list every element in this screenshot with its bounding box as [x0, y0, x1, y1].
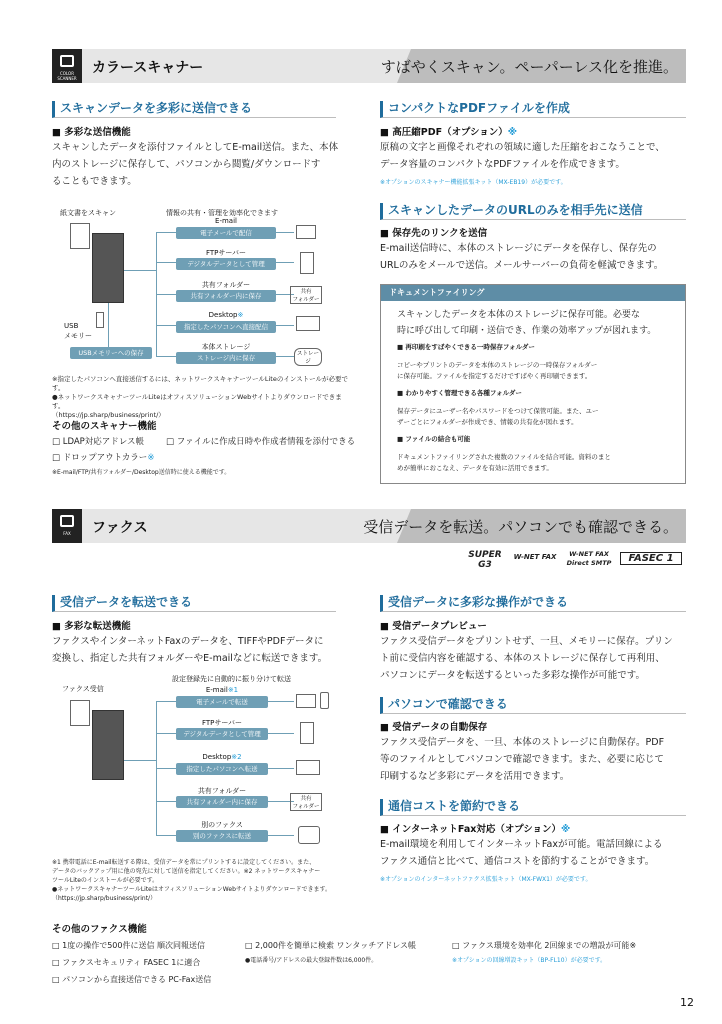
diagram-note: ※指定したパソコンへ直接送信するには、ネットワークスキャナーツールLiteのインストールが必要です。 — [52, 375, 349, 392]
dest-share-pill: 共有フォルダー内に保存 — [176, 796, 268, 808]
dest-email-label: E-mail — [205, 686, 228, 694]
fax-other-heading: その他のファクス機能 — [52, 924, 147, 935]
footnote-mark: ※ — [507, 127, 518, 138]
copier-icon — [92, 710, 124, 780]
laptop-icon — [296, 316, 320, 331]
fax-section-bar — [52, 509, 686, 543]
text-line: に保存可能。ファイルを指定するだけですばやく再印刷できます。 — [397, 372, 592, 380]
usb-pill: USBメモリーへの保存 — [70, 347, 152, 359]
dest-ftp-label: FTPサーバー — [205, 249, 247, 257]
fax-machine-icon — [298, 826, 320, 844]
wnet-fax-direct-logo: W-NET FAX Direct SMTP — [566, 550, 612, 567]
fax-title: ファクス — [92, 520, 148, 536]
footnote-mark: ※2 — [231, 753, 242, 761]
usb-label: メモリー — [64, 332, 92, 340]
fax-icon: FAX — [52, 509, 82, 543]
page-number: 12 — [680, 996, 694, 1009]
text-line: 内のストレージに保存して、パソコンから閲覧/ダウンロードす — [52, 159, 321, 170]
fax-pc-heading: パソコンで確認できる — [380, 697, 686, 714]
dest-desktop-pill: 指定したパソコンへ転送 — [176, 763, 268, 775]
dest-ftp-pill: デジタルデータとして管理 — [176, 258, 276, 270]
text-line: ドキュメントファイリングされた複数のファイルを結合可能。資料のまと — [397, 453, 611, 461]
text-line: ファクス受信データを、一旦、本体のストレージに自動保存。PDF — [380, 737, 665, 748]
diagram-note: ツールLiteのインストールが必要です。 — [52, 877, 159, 884]
compact-pdf-heading: コンパクトなPDFファイルを作成 — [380, 101, 686, 118]
copier-icon — [92, 233, 124, 303]
dest-email-pill: 電子メールで配信 — [176, 227, 276, 239]
dest-storage-label: 本体ストレージ — [201, 343, 251, 351]
compact-pdf-sub: ■ 高圧縮PDF（オプション） — [380, 127, 508, 138]
diagram-note: ●ネットワークスキャナーツールLiteはオフィスソリューションWebサイトよりダウンロードできます。 — [52, 886, 331, 893]
filing-item-title: ■ 再印刷をすばやくできる一時保存フォルダー — [397, 343, 535, 351]
scanner-other-item: □ LDAP対応アドレス帳 — [52, 437, 145, 447]
text-line: URLのみをメールで送信。メールサーバーの負荷を軽減できます。 — [380, 260, 664, 271]
super-g3-logo: SUPER G3 — [468, 550, 502, 570]
dest-fax-pill: 別のファクスに転送 — [176, 830, 268, 842]
dest-ftp-label: FTPサーバー — [201, 719, 243, 727]
fax-other-note: ※オプションの回線増設キット（BP-FL10）が必要です。 — [452, 957, 607, 964]
scan-send-heading: スキャンデータを多彩に送信できる — [52, 101, 336, 118]
fasec1-logo: FASEC 1 — [620, 552, 682, 565]
diagram-left-label: 紙文書をスキャン — [60, 209, 116, 217]
text-line: ト前に受信内容を確認する、本体のストレージに保存して再利用、 — [380, 653, 665, 664]
document-filing-header: ドキュメントファイリング — [381, 285, 685, 301]
mail-icon — [296, 694, 316, 708]
scanner-other-item: □ ファイルに作成日時や作成者情報を添付できる — [166, 437, 356, 447]
dest-ftp-pill: デジタルデータとして管理 — [176, 728, 268, 740]
text-line: スキャンしたデータを添付ファイルとしてE-mail送信。また、本体 — [52, 142, 339, 153]
text-line: 時に呼び出して印刷・送信でき、作業の効率アップが図れます。 — [397, 326, 657, 336]
server-icon — [300, 252, 314, 274]
text-line: 保存データにユーザー名やパスワードをつけて保管可能。また、ユー — [397, 407, 599, 415]
scanner-other-note: ※E-mail/FTP/共有フォルダー/Desktop送信時に使える機能です。 — [52, 469, 231, 476]
color-scanner-icon: COLOR SCANNER — [52, 49, 82, 83]
dest-desktop-label: Desktop — [202, 753, 232, 761]
fax-forward-heading: 受信データを転送できる — [52, 595, 336, 612]
fax-other-item: □ ファクス環境を効率化 2回線までの増設が可能※ — [452, 941, 637, 950]
compact-pdf-note: ※オプションのスキャナー機能拡張キット（MX-EB19）が必要です。 — [380, 179, 567, 186]
dest-email-label: E-mail — [215, 217, 237, 225]
fax-tagline: 受信データを転送。パソコンでも確認できる。 — [363, 518, 678, 536]
text-line: ることもできます。 — [52, 176, 137, 187]
filing-item-title: ■ わかりやすく管理できる各種フォルダー — [397, 389, 522, 397]
scanner-other-item: □ ドロップアウトカラー — [52, 453, 148, 463]
text-line: ファクス通信と比べて、通信コストを節約することができます。 — [380, 856, 655, 867]
fax-other-item: □ ファクスセキュリティ FASEC 1に適合 — [52, 958, 201, 967]
diagram-note: ※1 携帯電話にE-mail転送する際は、受信データを常にプリントするに設定してください。また、 — [52, 859, 316, 866]
shared-folder-icon: 共有 フォルダー — [290, 793, 322, 811]
footnote-mark: ※1 — [227, 686, 239, 694]
dest-share-label: 共有フォルダー — [197, 787, 247, 795]
dest-email-pill: 電子メールで転送 — [176, 696, 268, 708]
usb-icon — [96, 312, 104, 328]
fax-other-item: □ 1度の操作で500件に送信 順次同報送信 — [52, 941, 206, 950]
text-line: めが簡単におこなえ、データを有効に活用できます。 — [397, 464, 553, 472]
text-line: 変換し、指定した共有フォルダーやE-mailなどに転送できます。 — [52, 653, 328, 664]
dest-storage-pill: ストレージ内に保存 — [176, 352, 276, 364]
dest-share-pill: 共有フォルダー内に保存 — [176, 290, 276, 302]
text-line: 等のファイルとしてパソコンで確認できます。また、必要に応じて — [380, 754, 664, 765]
fax-other-item: □ パソコンから直接送信できる PC-Fax送信 — [52, 975, 212, 984]
text-line: 印刷するなど多彩にデータを活用できます。 — [380, 771, 570, 782]
text-line: 原稿の文字と画像それぞれの領域に適した圧縮をおこなうことで、 — [380, 142, 665, 153]
phone-icon — [320, 692, 329, 709]
filing-item-title: ■ ファイルの結合も可能 — [397, 435, 471, 443]
scanner-other-heading: その他のスキャナー機能 — [52, 421, 157, 432]
text-line: ファクスやインターネットFaxのデータを、TIFFやPDFデータに — [52, 636, 324, 647]
laptop-icon — [296, 760, 320, 775]
diagram-note: （https://jp.sharp/business/print/） — [52, 895, 157, 902]
document-filing-box — [380, 284, 686, 484]
usb-label: USB — [64, 322, 79, 330]
text-line: ファクス受信データをプリントせず、一旦、メモリーに保存。プリン — [380, 636, 673, 647]
url-send-sub: ■ 保存先のリンクを送信 — [380, 228, 488, 239]
shared-folder-icon: 共有 フォルダー — [290, 286, 322, 304]
document-icon — [70, 223, 90, 249]
fax-forward-sub: ■ 多彩な転送機能 — [52, 621, 131, 632]
storage-icon: ストレージ — [294, 348, 322, 366]
dest-fax-label: 別のファクス — [201, 821, 243, 829]
scanner-title: カラースキャナー — [92, 60, 204, 76]
text-line: E-mail環境を利用してインターネットFaxが可能。電話回線による — [380, 839, 663, 850]
fax-ops-sub: ■ 受信データプレビュー — [380, 621, 487, 632]
fax-cost-note: ※オプションのインターネットファクス拡張キット（MX-FWX1）が必要です。 — [380, 876, 592, 883]
diagram-top-label: 設定登録先に自動的に振り分けて転送 — [172, 675, 291, 683]
diagram-note: ●ネットワークスキャナーツールLiteはオフィスソリューションWebサイトよりダウンロードできます。 — [52, 393, 342, 410]
dest-desktop-pill: 指定したパソコンへ直接配信 — [176, 321, 276, 333]
text-line: スキャンしたデータを本体のストレージに保存可能。必要な — [397, 310, 640, 320]
diagram-note: （https://jp.sharp/business/print/） — [52, 411, 165, 419]
footnote-mark: ※ — [237, 311, 244, 319]
fax-cost-sub: ■ インターネットFax対応（オプション） — [380, 824, 562, 835]
document-icon — [70, 700, 90, 726]
dest-share-label: 共有フォルダー — [201, 281, 251, 289]
diagram-note: データのバックアップ用に他の宛先に対して送信を指定してください。※2 ネットワークスキャナー — [52, 868, 321, 875]
text-line: データ容量のコンパクトなPDFファイルを作成できます。 — [380, 159, 625, 170]
mail-icon — [296, 225, 316, 239]
scan-send-sub: ■ 多彩な送信機能 — [52, 127, 131, 138]
text-line: E-mail送信時に、本体のストレージにデータを保存し、保存先の — [380, 243, 657, 254]
fax-other-note: ●電話番号/アドレスの最大登録件数は6,000件。 — [245, 957, 378, 964]
fax-pc-sub: ■ 受信データの自動保存 — [380, 722, 488, 733]
footnote-mark: ※ — [147, 453, 155, 463]
fax-ops-heading: 受信データに多彩な操作ができる — [380, 595, 686, 612]
scanner-tagline: すばやくスキャン。ペーパーレス化を推進。 — [380, 58, 678, 76]
footnote-mark: ※ — [561, 824, 571, 835]
dest-desktop-label: Desktop — [208, 311, 238, 319]
wnet-fax-logo: W-NET FAX — [513, 553, 557, 561]
server-icon — [300, 722, 314, 744]
text-line: コピーやプリントのデータを本体のストレージの一時保存フォルダー — [397, 361, 598, 369]
scanner-section-bar — [52, 49, 686, 83]
fax-other-item: □ 2,000件を簡単に検索 ワンタッチアドレス帳 — [245, 941, 416, 950]
fax-cost-heading: 通信コストを節約できる — [380, 799, 686, 816]
diagram-left-label: ファクス受信 — [62, 685, 104, 693]
text-line: パソコンにデータを転送するといった多彩な操作が可能です。 — [380, 670, 646, 681]
diagram-top-label: 情報の共有・管理を効率化できます — [166, 209, 278, 217]
text-line: ザーごとにフォルダーが作成でき、情報の共有化が図れます。 — [397, 418, 578, 426]
url-send-heading: スキャンしたデータのURLのみを相手先に送信 — [380, 203, 686, 220]
